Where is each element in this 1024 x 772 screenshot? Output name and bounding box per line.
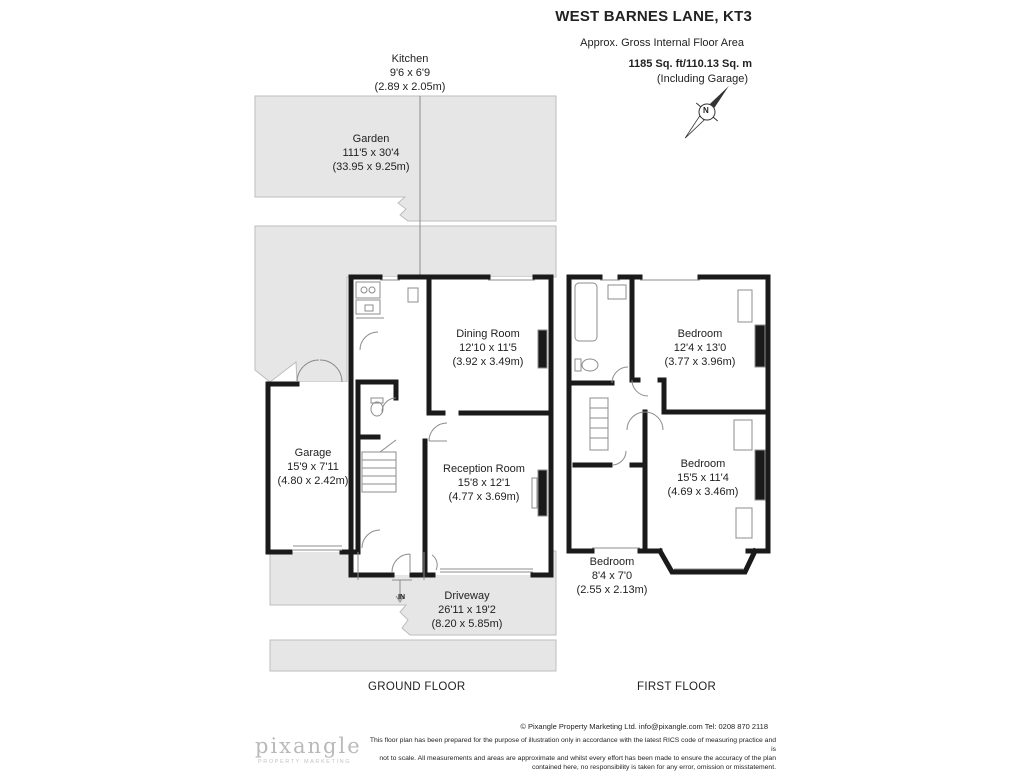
garden-imperial: 111'5 x 30'4 (342, 147, 400, 159)
bedroom-3-name: Bedroom (589, 556, 635, 568)
garden-metric: (33.95 x 9.25m) (332, 161, 410, 173)
reception-room-label (428, 462, 540, 504)
garden-label (311, 132, 431, 174)
dining-room-name: Dining Room (456, 328, 520, 340)
garden-name: Garden (352, 133, 390, 145)
ground-floor-label: GROUND FLOOR (368, 681, 466, 693)
bedroom-2-label (650, 457, 756, 499)
entrance-label: IN (398, 594, 405, 601)
copyright-credit: © Pixangle Property Marketing Ltd. info@pixangle.com Tel: 0208 870 2118 (520, 722, 768, 731)
bedroom-1-metric: (3.77 x 3.96m) (664, 356, 736, 368)
area-label: Approx. Gross Internal Floor Area (580, 37, 744, 49)
disclaimer (364, 736, 776, 772)
driveway-name: Driveway (444, 590, 490, 602)
garage-imperial: 15'9 x 7'11 (287, 461, 339, 473)
kitchen-imperial: 9'6 x 6'9 (389, 67, 431, 79)
garage-label (271, 446, 355, 488)
dining-room-metric: (3.92 x 3.49m) (452, 356, 524, 368)
reception-room-name: Reception Room (443, 463, 525, 475)
dining-room-imperial: 12'10 x 11'5 (459, 342, 517, 354)
disclaimer-line-1: This floor plan has been prepared for the purpose of illustration only in accordance with the latest RICS code of measuring practice and is (369, 737, 776, 753)
bedroom-2-name: Bedroom (680, 458, 726, 470)
dining-room-label (432, 327, 544, 369)
driveway-label (407, 589, 527, 631)
kitchen-label (350, 52, 470, 94)
bedroom-2-imperial: 15'5 x 11'4 (677, 472, 729, 484)
kitchen-metric: (2.89 x 2.05m) (374, 81, 446, 93)
area-note: (Including Garage) (656, 73, 748, 85)
property-title: WEST BARNES LANE, KT3 (555, 8, 752, 25)
bedroom-3-label (567, 555, 657, 597)
pixangle-logo: pixangle (255, 734, 362, 758)
driveway-metric: (8.20 x 5.85m) (431, 618, 503, 630)
garage-name: Garage (294, 447, 332, 459)
reception-room-metric: (4.77 x 3.69m) (448, 491, 520, 503)
first-floor-plan (569, 277, 768, 572)
bedroom-3-metric: (2.55 x 2.13m) (576, 584, 648, 596)
pixangle-logo-subtitle: PROPERTY MARKETING (258, 759, 352, 765)
disclaimer-line-2: not to scale. All measurements and areas are approximate and whilst every effort has been made to ensure the accuracy of the plan (379, 755, 776, 762)
compass-north-label: N (703, 106, 709, 115)
bedroom-1-imperial: 12'4 x 13'0 (673, 342, 727, 354)
bedroom-1-name: Bedroom (677, 328, 723, 340)
area-value: 1185 Sq. ft/110.13 Sq. m (628, 58, 752, 70)
kitchen-name: Kitchen (391, 53, 429, 65)
reception-room-imperial: 15'8 x 12'1 (457, 477, 511, 489)
garage-metric: (4.80 x 2.42m) (277, 475, 349, 487)
bedroom-3-imperial: 8'4 x 7'0 (591, 570, 633, 582)
driveway-imperial: 26'11 x 19'2 (438, 604, 496, 616)
bedroom-1-label (645, 327, 755, 369)
disclaimer-line-3: contained here, no responsibility is taken for any error, omission or misstatement. (531, 764, 776, 771)
bedroom-2-metric: (4.69 x 3.46m) (667, 486, 739, 498)
first-floor-label: FIRST FLOOR (637, 681, 717, 693)
